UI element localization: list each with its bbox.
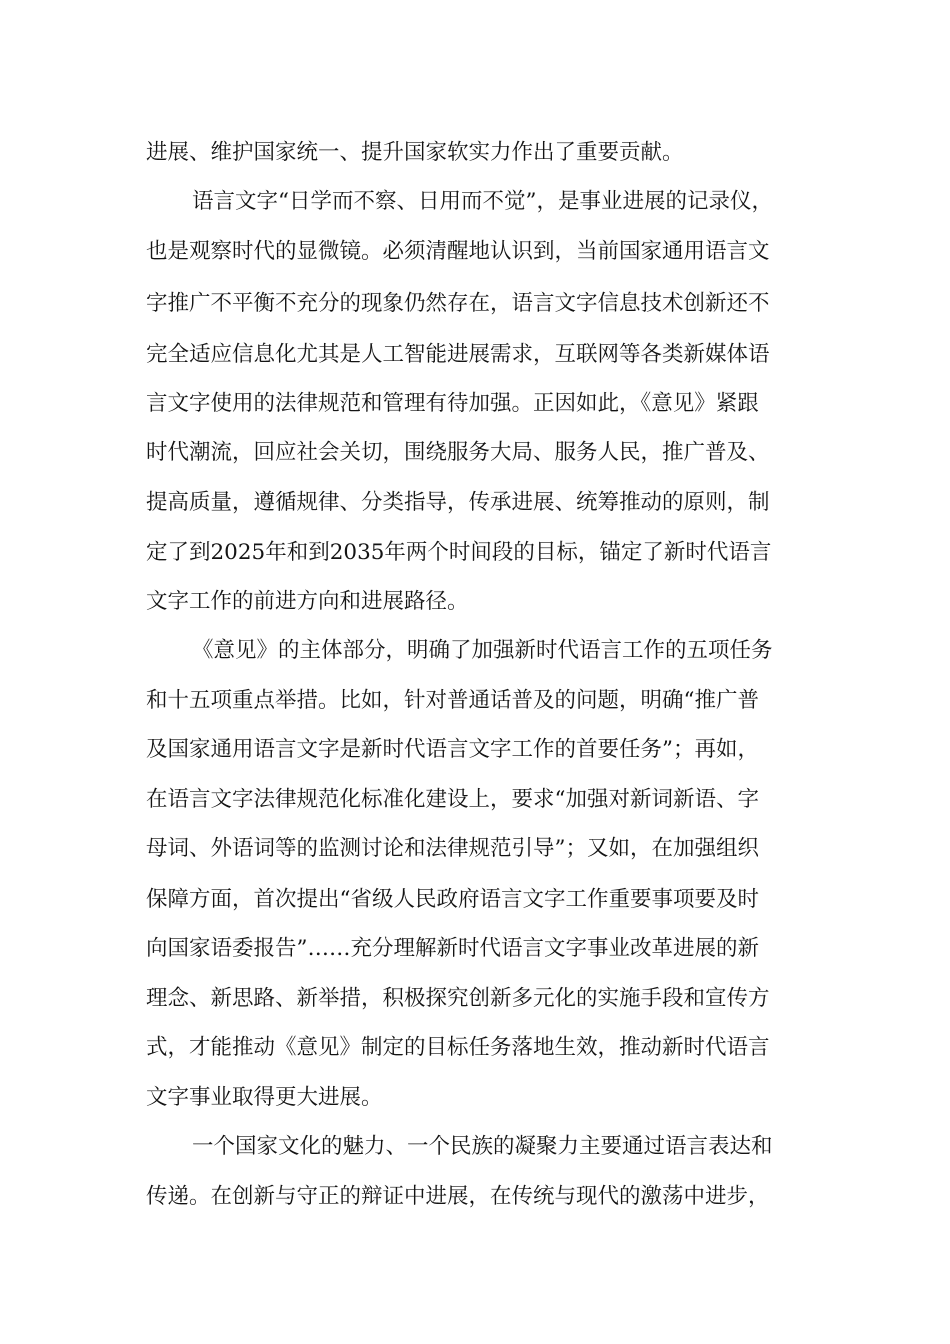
text-line: 时代潮流，回应社会关切，围绕服务大局、服务人民，推广普及、 — [146, 440, 770, 465]
text-line: 完全适应信息化尤其是人工智能进展需求，互联网等各类新媒体语 — [146, 342, 770, 367]
text-line: 和十五项重点举措。比如，针对普通话普及的问题，明确“推广普 — [146, 688, 759, 713]
text-line: 理念、新思路、新举措，积极探究创新多元化的实施手段和宣传方 — [146, 986, 770, 1011]
text-line: 文字工作的前进方向和进展路径。 — [146, 589, 469, 614]
paragraph-first-line: 一个国家文化的魅力、一个民族的凝聚力主要通过语言表达和 — [192, 1134, 773, 1159]
paragraph-first-line: 《意见》的主体部分，明确了加强新时代语言工作的五项任务 — [192, 638, 773, 663]
paragraph-first-line: 语言文字“日学而不察、日用而不觉”，是事业进展的记录仪， — [192, 189, 773, 214]
text-line: 字推广不平衡不充分的现象仍然存在，语言文字信息技术创新还不 — [146, 291, 770, 316]
text-line: 进展、维护国家统一、提升国家软实力作出了重要贡献。 — [146, 140, 684, 165]
text-line: 也是观察时代的显微镜。必须清醒地认识到，当前国家通用语言文 — [146, 239, 770, 264]
text-line: 母词、外语词等的监测讨论和法律规范引导”；又如，在加强组织 — [146, 836, 759, 861]
text-line: 文字事业取得更大进展。 — [146, 1085, 383, 1110]
text-line: 保障方面，首次提出“省级人民政府语言文字工作重要事项要及时 — [146, 887, 759, 912]
text-line: 定了到2025年和到2035年两个时间段的目标，锚定了新时代语言 — [146, 540, 772, 565]
text-line: 提高质量，遵循规律、分类指导，传承进展、统筹推动的原则，制 — [146, 490, 770, 515]
text-line: 传递。在创新与守正的辩证中进展，在传统与现代的激荡中进步， — [146, 1184, 770, 1209]
text-line: 向国家语委报告”……充分理解新时代语言文字事业改革进展的新 — [146, 936, 759, 961]
text-line: 及国家通用语言文字是新时代语言文字工作的首要任务”；再如， — [146, 737, 759, 762]
text-line: 式，才能推动《意见》制定的目标任务落地生效，推动新时代语言 — [146, 1035, 770, 1060]
text-line: 言文字使用的法律规范和管理有待加强。正因如此，《意见》紧跟 — [146, 391, 759, 416]
text-line: 在语言文字法律规范化标准化建设上，要求“加强对新词新语、字 — [146, 787, 759, 812]
